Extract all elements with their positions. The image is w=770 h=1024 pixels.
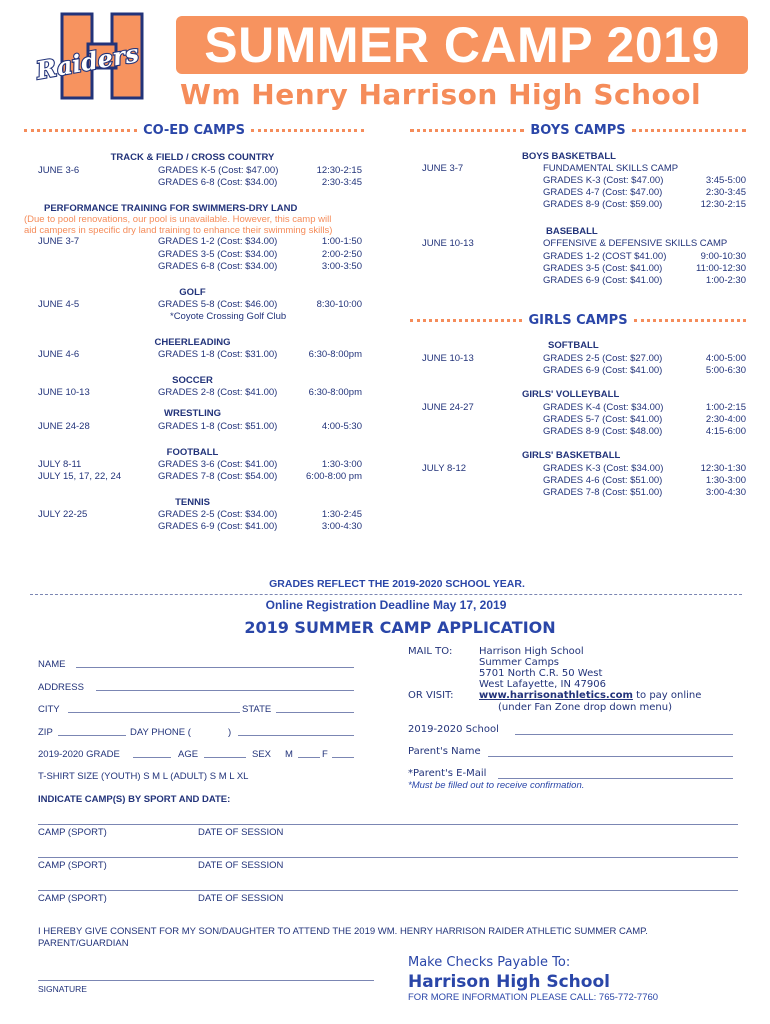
performance-note-1: (Due to pool renovations, our pool is unavailable. However, this camp will	[24, 214, 332, 225]
city-field[interactable]	[68, 712, 240, 713]
city-label: CITY	[38, 704, 60, 715]
cheer-date: JUNE 4-6	[38, 349, 80, 360]
signature-label: SIGNATURE	[38, 984, 87, 994]
girls-basketball-time-2: 1:30-3:00	[705, 475, 746, 486]
girls-basketball-grade-3: GRADES 7-8 (Cost: $51.00)	[543, 487, 663, 498]
track-time-1: 12:30-2:15	[316, 165, 362, 176]
volleyball-grade-3: GRADES 8-9 (Cost: $48.00)	[543, 426, 663, 437]
sex-m-field[interactable]	[298, 757, 320, 758]
baseball-subtitle: OFFENSIVE & DEFENSIVE SKILLS CAMP	[543, 238, 728, 249]
girls-basketball-grade-2: GRADES 4-6 (Cost: $51.00)	[543, 475, 663, 486]
track-title: TRACK & FIELD / CROSS COUNTRY	[110, 152, 275, 163]
name-field[interactable]	[76, 667, 354, 668]
performance-date: JUNE 3-7	[38, 236, 80, 247]
track-time-2: 2:30-3:45	[321, 177, 362, 188]
baseball-grade-3: GRADES 6-9 (Cost: $41.00)	[543, 275, 663, 286]
volleyball-time-1: 1:00-2:15	[705, 402, 746, 413]
svg-text:Raiders: Raiders	[34, 38, 141, 85]
boys-basketball-grade-2: GRADES 4-7 (Cost: $47.00)	[543, 187, 663, 198]
golf-grade: GRADES 5-8 (Cost: $46.00)	[158, 299, 278, 310]
baseball-grade-1: GRADES 1-2 (COST $41.00)	[543, 251, 667, 262]
soccer-grade: GRADES 2-8 (Cost: $41.00)	[158, 387, 278, 398]
grade-label: 2019-2020 GRADE	[38, 749, 120, 760]
tennis-grade-1: GRADES 2-5 (Cost: $34.00)	[158, 509, 278, 520]
boys-basketball-time-1: 3:45-5:00	[705, 175, 746, 186]
boys-basketball-subtitle: FUNDAMENTAL SKILLS CAMP	[543, 163, 679, 174]
address-label: ADDRESS	[38, 682, 84, 693]
wrestling-time: 4:00-5:30	[321, 421, 362, 432]
registration-deadline: Online Registration Deadline May 17, 2019	[265, 598, 507, 612]
girls-basketball-time-1: 12:30-1:30	[700, 463, 746, 474]
golf-location: *Coyote Crossing Golf Club	[170, 311, 287, 322]
cheer-time: 6:30-8:00pm	[308, 349, 362, 360]
performance-note-2: aid campers in specific dry land training to enhance their swimming skills)	[24, 225, 333, 236]
mail-address-4: West Lafayette, IN 47906	[479, 679, 606, 690]
tennis-date: JULY 22-25	[38, 509, 88, 520]
boys-basketball-time-3: 12:30-2:15	[700, 199, 746, 210]
camp-sport-label-1: CAMP (SPORT)	[38, 827, 107, 838]
soccer-date: JUNE 10-13	[38, 387, 90, 398]
address-field[interactable]	[96, 690, 354, 691]
wrestling-date: JUNE 24-28	[38, 421, 90, 432]
email-note: *Must be filled out to receive confirmation.	[408, 780, 585, 791]
zip-field[interactable]	[58, 735, 126, 736]
performance-time-2: 2:00-2:50	[321, 249, 362, 260]
performance-grade-1: GRADES 1-2 (Cost: $34.00)	[158, 236, 278, 247]
football-time-2: 6:00-8:00 pm	[306, 471, 362, 482]
performance-grade-2: GRADES 3-5 (Cost: $34.00)	[158, 249, 278, 260]
volleyball-time-2: 2:30-4:00	[705, 414, 746, 425]
soccer-time: 6:30-8:00pm	[308, 387, 362, 398]
performance-time-1: 1:00-1:50	[321, 236, 362, 247]
age-label: AGE	[178, 749, 199, 760]
girls-basketball-title: GIRLS' BASKETBALL	[522, 450, 621, 461]
camp-line-2[interactable]	[38, 857, 738, 858]
zip-label: ZIP	[38, 727, 53, 738]
wrestling-grade: GRADES 1-8 (Cost: $51.00)	[158, 421, 278, 432]
mail-address-3: 5701 North C.R. 50 West	[479, 668, 603, 679]
boys-basketball-date: JUNE 3-7	[422, 163, 464, 174]
volleyball-title: GIRLS' VOLLEYBALL	[522, 389, 620, 400]
cheer-title: CHEERLEADING	[154, 337, 231, 348]
website-suffix: to pay online	[632, 690, 702, 701]
info-phone: FOR MORE INFORMATION PLEASE CALL: 765-772-7760	[408, 992, 659, 1003]
baseball-time-2: 11:00-12:30	[695, 263, 746, 274]
football-title: FOOTBALL	[166, 447, 219, 458]
sex-label: SEX	[252, 749, 272, 760]
football-date-1: JULY 8-11	[38, 459, 82, 470]
consent-text: I HEREBY GIVE CONSENT FOR MY SON/DAUGHTER TO ATTEND THE 2019 WM. HENRY HARRISON RAIDER ATHLETIC SUMMER CAMP.	[38, 926, 648, 937]
parent-name-label: Parent's Name	[408, 746, 481, 757]
grades-reflect-note: GRADES REFLECT THE 2019-2020 SCHOOL YEAR.	[269, 578, 525, 590]
parent-name-field[interactable]	[488, 756, 733, 757]
date-of-session-label-1: DATE OF SESSION	[198, 827, 284, 838]
camp-sport-label-2: CAMP (SPORT)	[38, 860, 107, 871]
football-time-1: 1:30-3:00	[321, 459, 362, 470]
raiders-logo	[30, 12, 170, 104]
day-phone-close: )	[228, 727, 232, 738]
fan-zone-note: (under Fan Zone drop down menu)	[498, 702, 672, 713]
performance-time-3: 3:00-3:50	[321, 261, 362, 272]
volleyball-grade-2: GRADES 5-7 (Cost: $41.00)	[543, 414, 663, 425]
parent-guardian-label: PARENT/GUARDIAN	[38, 938, 129, 949]
softball-title: SOFTBALL	[548, 340, 599, 351]
boys-basketball-grade-1: GRADES K-3 (Cost: $47.00)	[543, 175, 664, 186]
sex-f-field[interactable]	[332, 757, 354, 758]
girls-camps-heading: GIRLS CAMPS	[410, 312, 746, 328]
day-phone-field[interactable]	[238, 735, 354, 736]
softball-grade-2: GRADES 6-9 (Cost: $41.00)	[543, 365, 663, 376]
age-field[interactable]	[204, 757, 246, 758]
state-label: STATE	[242, 704, 272, 715]
grade-field[interactable]	[133, 757, 171, 758]
baseball-title: BASEBALL	[546, 226, 598, 237]
baseball-date: JUNE 10-13	[422, 238, 474, 249]
camp-line-3[interactable]	[38, 890, 738, 891]
school-label: 2019-2020 School	[408, 724, 499, 735]
softball-time-1: 4:00-5:00	[705, 353, 746, 364]
volleyball-grade-1: GRADES K-4 (Cost: $34.00)	[543, 402, 664, 413]
date-of-session-label-3: DATE OF SESSION	[198, 893, 284, 904]
payable-name: Harrison High School	[408, 972, 610, 992]
tennis-title: TENNIS	[175, 497, 210, 508]
sex-f-label: F	[322, 749, 328, 760]
camp-line-1[interactable]	[38, 824, 738, 825]
baseball-time-3: 1:00-2:30	[705, 275, 746, 286]
mail-address-2: Summer Camps	[479, 657, 560, 668]
golf-title: GOLF	[179, 287, 206, 298]
football-grade-2: GRADES 7-8 (Cost: $54.00)	[158, 471, 278, 482]
football-grade-1: GRADES 3-6 (Cost: $41.00)	[158, 459, 278, 470]
name-label: NAME	[38, 659, 66, 670]
cheer-grade: GRADES 1-8 (Cost: $31.00)	[158, 349, 278, 360]
state-field[interactable]	[276, 712, 354, 713]
baseball-grade-2: GRADES 3-5 (Cost: $41.00)	[543, 263, 663, 274]
mail-to-label: MAIL TO:	[408, 646, 453, 657]
girls-basketball-time-3: 3:00-4:30	[705, 487, 746, 498]
performance-grade-3: GRADES 6-8 (Cost: $34.00)	[158, 261, 278, 272]
tshirt-size-options[interactable]: T-SHIRT SIZE (YOUTH) S M L (ADULT) S M L XL	[38, 771, 249, 782]
signature-field[interactable]	[38, 980, 374, 981]
boys-basketball-grade-3: GRADES 8-9 (Cost: $59.00)	[543, 199, 663, 210]
football-date-2: JULY 15, 17, 22, 24	[38, 471, 122, 482]
boys-basketball-title: BOYS BASKETBALL	[522, 151, 616, 162]
volleyball-time-3: 4:15-6:00	[705, 426, 746, 437]
track-grade-2: GRADES 6-8 (Cost: $34.00)	[158, 177, 278, 188]
golf-time: 8:30-10:00	[316, 299, 362, 310]
indicate-camps-label: INDICATE CAMP(S) BY SPORT AND DATE:	[38, 794, 231, 805]
tennis-grade-2: GRADES 6-9 (Cost: $41.00)	[158, 521, 278, 532]
mail-address-1: Harrison High School	[479, 646, 584, 657]
website-link[interactable]: www.harrisonathletics.com	[479, 690, 633, 701]
baseball-time-1: 9:00-10:30	[700, 251, 746, 262]
track-grade-1: GRADES K-5 (Cost: $47.00)	[158, 165, 279, 176]
golf-date: JUNE 4-5	[38, 299, 80, 310]
camp-sport-label-3: CAMP (SPORT)	[38, 893, 107, 904]
parent-email-field[interactable]	[498, 778, 733, 779]
girls-basketball-grade-1: GRADES K-3 (Cost: $34.00)	[543, 463, 664, 474]
section-divider	[30, 594, 742, 595]
soccer-title: SOCCER	[172, 375, 213, 386]
checks-payable-label: Make Checks Payable To:	[408, 955, 571, 970]
coed-camps-heading: CO-ED CAMPS	[24, 122, 364, 138]
date-of-session-label-2: DATE OF SESSION	[198, 860, 284, 871]
softball-time-2: 5:00-6:30	[705, 365, 746, 376]
parent-email-label: *Parent's E-Mail	[408, 768, 487, 779]
school-field[interactable]	[515, 734, 733, 735]
performance-title: PERFORMANCE TRAINING FOR SWIMMERS-DRY LAND	[44, 203, 298, 214]
wrestling-title: WRESTLING	[164, 408, 221, 419]
school-name: Wm Henry Harrison High School	[180, 78, 702, 111]
tennis-time-2: 3:00-4:30	[321, 521, 362, 532]
volleyball-date: JUNE 24-27	[422, 402, 474, 413]
softball-grade-1: GRADES 2-5 (Cost: $27.00)	[543, 353, 663, 364]
sex-m-label: M	[285, 749, 293, 760]
boys-basketball-time-2: 2:30-3:45	[705, 187, 746, 198]
or-visit-label: OR VISIT:	[408, 690, 454, 701]
tennis-time-1: 1:30-2:45	[321, 509, 362, 520]
track-date: JUNE 3-6	[38, 165, 80, 176]
softball-date: JUNE 10-13	[422, 353, 474, 364]
website-row	[479, 690, 701, 701]
page-title: SUMMER CAMP 2019	[204, 17, 720, 73]
application-title: 2019 SUMMER CAMP APPLICATION	[244, 618, 556, 637]
boys-camps-heading: BOYS CAMPS	[410, 122, 746, 138]
girls-basketball-date: JULY 8-12	[422, 463, 467, 474]
day-phone-label: DAY PHONE (	[130, 727, 191, 738]
